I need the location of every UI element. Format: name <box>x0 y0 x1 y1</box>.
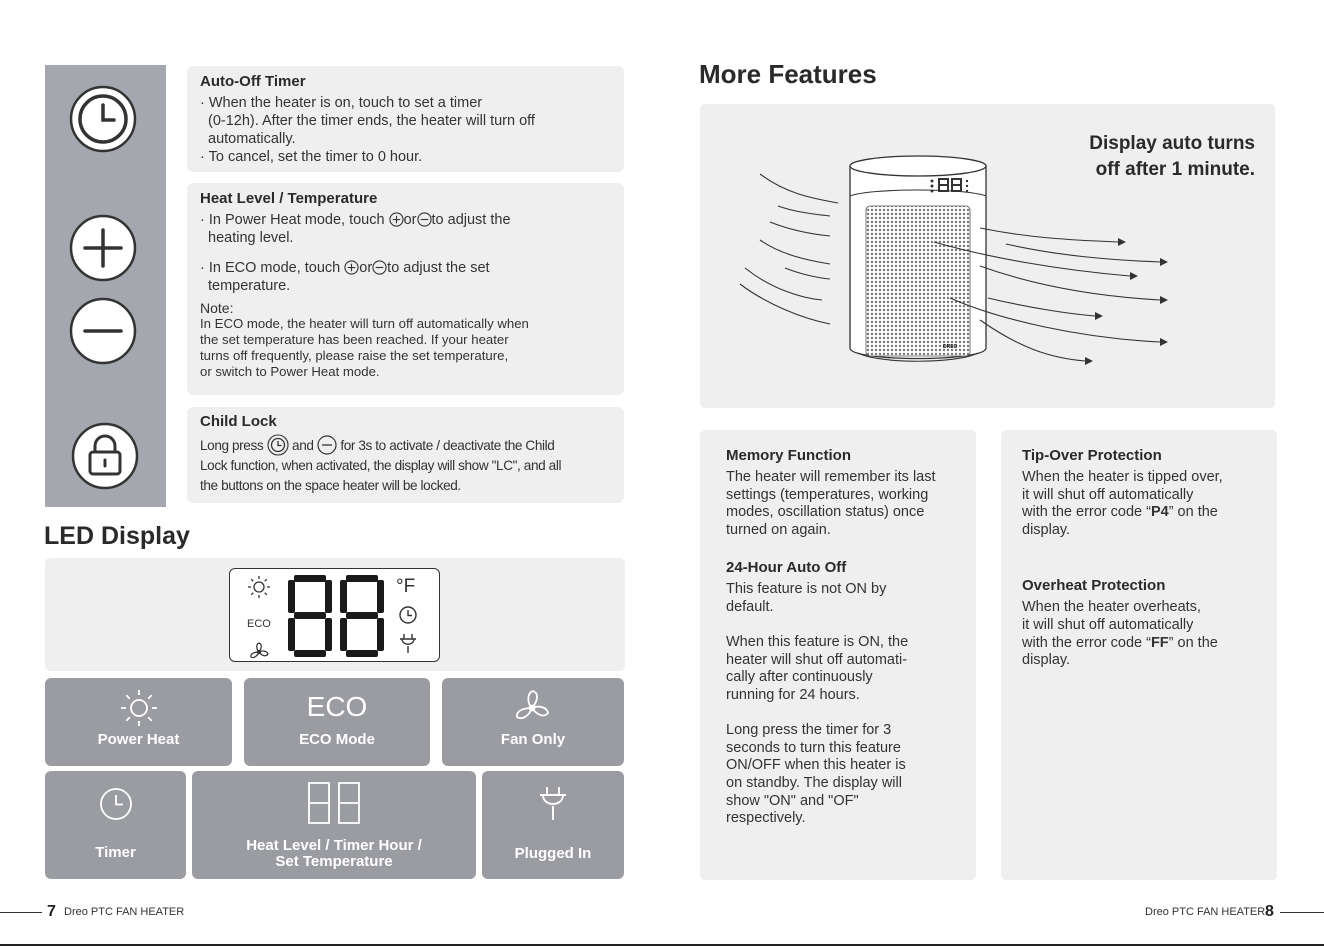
clock-icon <box>69 85 137 153</box>
auto-off-line: · To cancel, set the timer to 0 hour. <box>200 149 423 165</box>
power-text: to adjust the <box>431 212 511 228</box>
callout-line: Display auto turns <box>1089 133 1255 154</box>
note-line: or switch to Power Heat mode. <box>200 364 380 379</box>
memory-function-title: Memory Function <box>726 447 852 464</box>
child-lock-title: Child Lock <box>200 413 277 430</box>
overheat-line: it will shut off automatically <box>1022 616 1194 633</box>
timer-label: Timer <box>95 844 136 861</box>
auto-off-line: running for 24 hours. <box>726 686 860 703</box>
or-text: or <box>403 212 417 228</box>
icon-sidebar <box>45 65 166 507</box>
auto-off-line: automatically. <box>208 131 296 147</box>
power-heat-instruction <box>200 211 611 229</box>
power-text: heating level. <box>208 230 294 246</box>
child-lock-text: Lock function, when activated, the display will show "LC", and all <box>200 458 562 473</box>
or-text: or <box>359 260 373 276</box>
footer-rule-left <box>0 912 42 913</box>
eco-mode-tile <box>244 678 430 766</box>
plus-icon <box>69 214 137 282</box>
footer-rule-right <box>1280 912 1324 913</box>
child-lock-instruction <box>200 434 611 456</box>
eco-text: to adjust the set <box>387 260 490 276</box>
tip-over-line <box>1022 504 1277 522</box>
lock-icon <box>71 422 139 490</box>
digits-icon <box>307 781 361 825</box>
note-label: Note: <box>200 300 234 316</box>
note-line: turns off frequently, please raise the set temperature, <box>200 348 509 363</box>
auto-off-line: ON/OFF when this heater is <box>726 757 906 774</box>
callout-line: off after 1 minute. <box>1095 159 1255 180</box>
overheat-line: When the heater overheats, <box>1022 599 1201 616</box>
eco-mode-label: ECO Mode <box>299 731 375 748</box>
plus-icon <box>344 260 359 275</box>
heat-level-title: Heat Level / Temperature <box>200 190 378 207</box>
tip-over-line: When the heater is tipped over, <box>1022 469 1223 485</box>
power-heat-label: Power Heat <box>97 731 180 748</box>
clock-icon <box>99 787 133 821</box>
eco-text: temperature. <box>208 278 291 294</box>
plugged-in-label: Plugged In <box>514 845 592 862</box>
eco-instruction <box>200 259 611 277</box>
led-display-panel <box>229 568 440 662</box>
memory-line: turned on again. <box>726 521 831 538</box>
auto-off-title: 24-Hour Auto Off <box>726 559 847 577</box>
memory-function-block <box>726 447 976 539</box>
eco-text: · In ECO mode, touch <box>200 260 341 276</box>
plugged-in-tile <box>482 771 624 879</box>
auto-off-line: seconds to turn this feature <box>726 739 901 756</box>
child-lock-text: for 3s to activate / deactivate the Child <box>340 438 555 453</box>
heat-level-card <box>187 183 624 395</box>
error-code-p4: P4 <box>1150 504 1169 521</box>
sun-icon <box>247 575 271 599</box>
heat-level-tile <box>192 771 476 879</box>
memory-line: settings (temperatures, working <box>726 486 929 503</box>
overheat-line <box>1022 635 1277 653</box>
minus-icon <box>69 297 137 365</box>
eco-indicator: ECO <box>247 618 271 630</box>
power-text: · In Power Heat mode, touch <box>200 212 385 228</box>
footer-title-left: Dreo PTC FAN HEATER <box>64 906 185 918</box>
auto-off-line: on standby. The display will <box>726 774 902 791</box>
tip-over-line: display. <box>1022 521 1071 538</box>
led-panel-area <box>45 558 625 671</box>
tip-over-text: ” on the <box>1168 504 1218 521</box>
page-number-left: 7 <box>47 903 56 920</box>
heat-level-label-line1: Heat Level / Timer Hour / <box>246 837 422 854</box>
device-brand: DREO <box>943 344 958 350</box>
memory-autooff-card <box>700 430 976 880</box>
auto-off-timer-title: Auto-Off Timer <box>200 73 306 90</box>
tip-over-block <box>1022 447 1277 539</box>
overheat-block <box>1022 577 1277 669</box>
clock-icon <box>398 605 418 625</box>
auto-off-line: default. <box>726 598 774 615</box>
auto-off-line: · When the heater is on, touch to set a timer <box>200 95 483 111</box>
eco-symbol: ECO <box>306 691 368 722</box>
fan-icon <box>512 688 552 728</box>
auto-off-line: cally after continuously <box>726 669 873 686</box>
minus-icon <box>372 260 387 275</box>
auto-off-line: When this feature is ON, the <box>726 634 909 651</box>
overheat-title: Overheat Protection <box>1022 577 1166 595</box>
fan-only-tile <box>442 678 624 766</box>
tip-over-title: Tip-Over Protection <box>1022 447 1162 464</box>
memory-line: The heater will remember its last <box>726 469 936 485</box>
power-heat-tile <box>45 678 232 766</box>
clock-icon <box>267 434 289 456</box>
heater-illustration <box>730 148 1180 388</box>
auto-off-line: Long press the timer for 3 <box>726 722 892 739</box>
child-lock-card <box>187 407 624 503</box>
tip-over-text: with the error code “ <box>1022 504 1151 521</box>
note-line: In ECO mode, the heater will turn off automatically when <box>200 316 529 331</box>
auto-off-block <box>726 559 976 827</box>
plus-icon <box>389 212 404 227</box>
protection-card <box>1001 430 1277 880</box>
minus-icon <box>417 212 432 227</box>
overheat-line: display. <box>1022 652 1071 669</box>
auto-off-line: show "ON" and "OF" <box>726 792 859 809</box>
error-code-ff: FF <box>1150 634 1169 651</box>
note-line: the set temperature has been reached. If your heater <box>200 332 509 347</box>
child-lock-text: Long press <box>200 438 264 453</box>
minus-icon <box>317 435 337 455</box>
tip-over-line: it will shut off automatically <box>1022 486 1194 503</box>
sun-icon <box>119 688 159 728</box>
plug-icon <box>398 633 418 655</box>
plug-icon <box>537 785 569 823</box>
auto-off-line: respectively. <box>726 810 806 827</box>
overheat-text: ” on the <box>1168 634 1218 651</box>
seven-segment-digits <box>288 575 384 657</box>
led-display-heading: LED Display <box>44 522 190 550</box>
auto-off-line: (0-12h). After the timer ends, the heater will turn off <box>208 113 535 129</box>
more-features-heading: More Features <box>699 59 877 89</box>
auto-off-line: This feature is not ON by <box>726 581 887 598</box>
auto-off-timer-card <box>187 66 624 172</box>
page-number-right: 8 <box>1265 903 1274 920</box>
fan-icon <box>248 641 270 663</box>
footer-title-right: Dreo PTC FAN HEATER <box>1145 906 1266 918</box>
memory-line: modes, oscillation status) once <box>726 504 925 521</box>
child-lock-text: the buttons on the space heater will be locked. <box>200 478 461 493</box>
fahrenheit-indicator: °F <box>396 576 416 597</box>
overheat-text: with the error code “ <box>1022 634 1151 651</box>
timer-tile <box>45 771 186 879</box>
heat-level-label-line2: Set Temperature <box>275 853 393 870</box>
auto-off-line: heater will shut off automati- <box>726 651 908 668</box>
display-feature-panel <box>700 104 1275 408</box>
child-lock-text: and <box>292 438 314 453</box>
fan-only-label: Fan Only <box>500 731 566 748</box>
